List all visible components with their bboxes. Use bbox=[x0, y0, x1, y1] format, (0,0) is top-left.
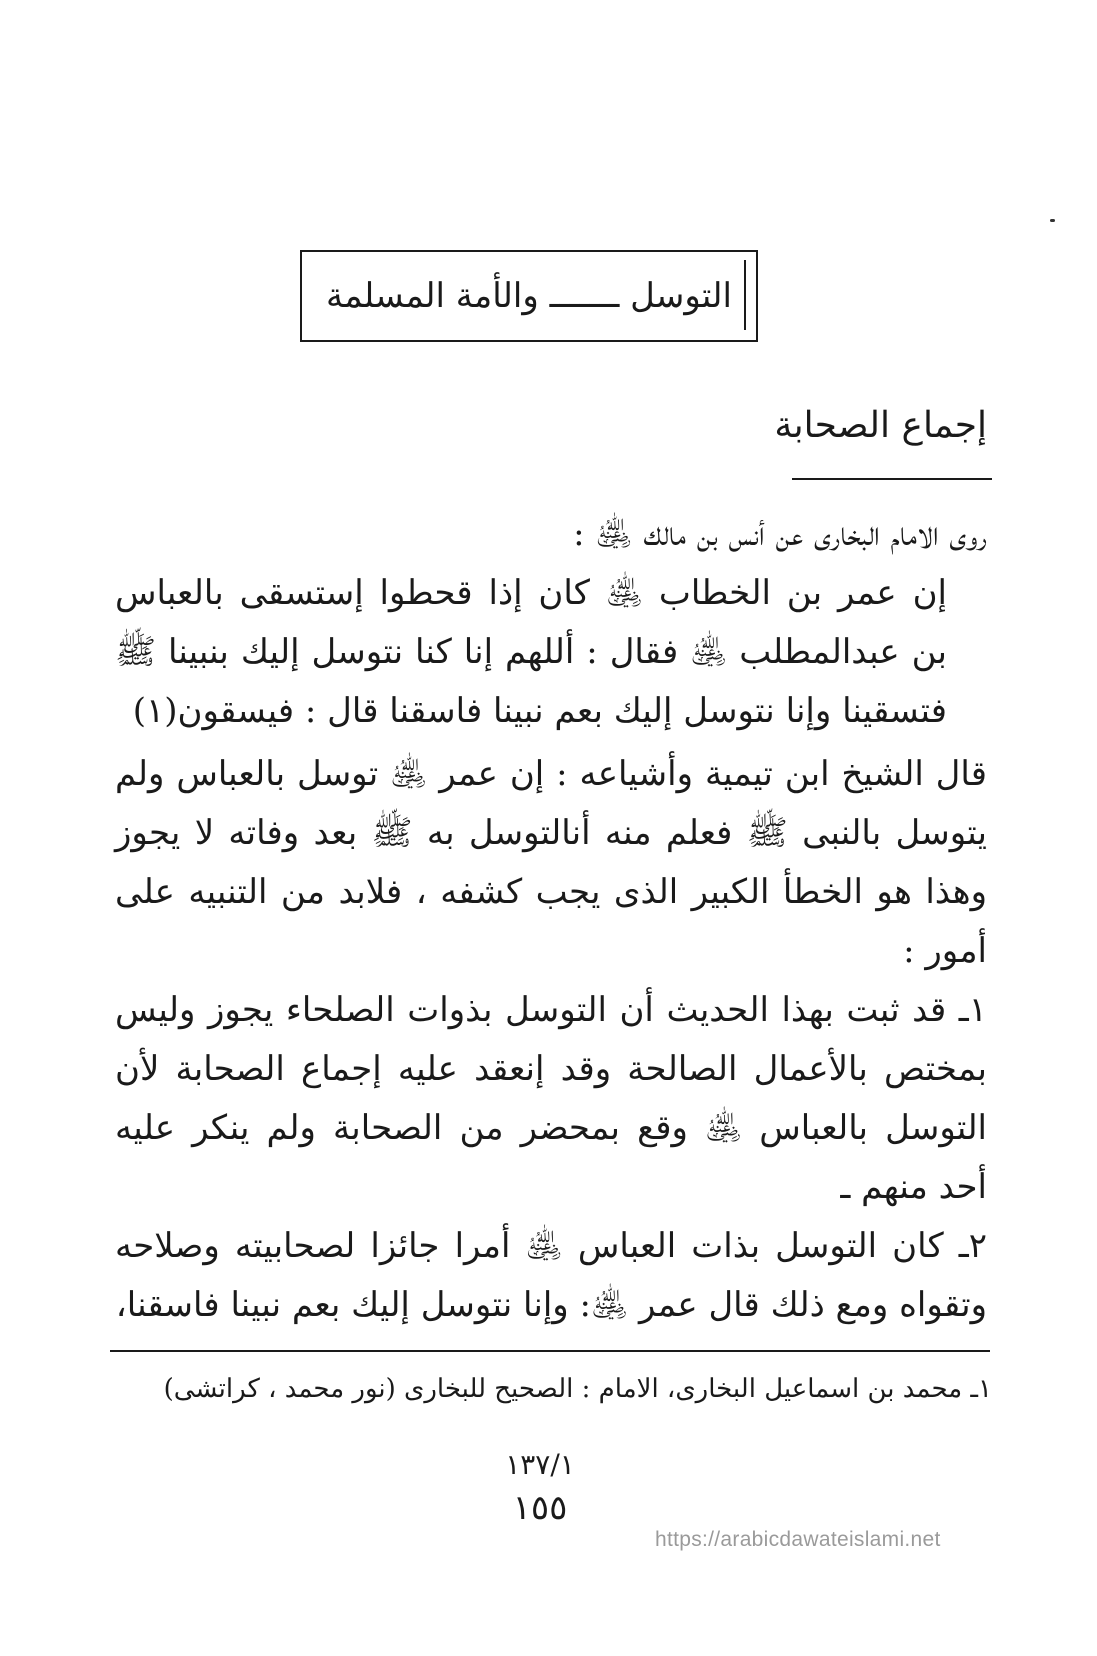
page-number: ١٥٥ bbox=[512, 1488, 568, 1528]
chapter-header-box bbox=[300, 250, 758, 342]
chapter-header-title: التوسل ـــــــ والأمة المسلمة bbox=[326, 276, 732, 316]
body-text bbox=[115, 505, 987, 1335]
body-paragraph-intro: روى الامام البخارى عن أنس بن مالك ﵁ : bbox=[573, 514, 987, 554]
footnote: ١ـ محمد بن اسماعيل البخارى، الامام : الصحيح للبخارى (نور محمد ، كراتشى) bbox=[163, 1374, 992, 1404]
footnote-separator bbox=[110, 1350, 990, 1352]
footnote-volume-reference: ١٣٧/١ bbox=[505, 1448, 575, 1481]
body-paragraph-hadith: إن عمر بن الخطاب ﵁ كان إذا قحطوا إستسقى بالعباس بن عبدالمطلب ﵁ فقال : أللهم إنا كنا نتوسل إليك بنبينا ﷺ فتسقينا وإنا نتوسل إليك بعم نبينا فاسقنا قال : فيسقون(١) bbox=[115, 573, 947, 731]
body-paragraph-point-1: ١ـ قد ثبت بهذا الحديث أن التوسل بذوات الصلحاء يجوز وليس بمختص بالأعمال الصالحة وقد إنعقد عليه إجماع الصحابة لأن التوسل بالعباس ﵁ وقع بمحضر من الصحابة ولم ينكر عليه أحد منهم ـ bbox=[115, 990, 987, 1207]
body-paragraph-ibn-taymiyya: قال الشيخ ابن تيمية وأشياعه : إن عمر ﵁ توسل بالعباس ولم يتوسل بالنبى ﷺ فعلم منه أنالتوسل به ﷺ بعد وفاته لا يجوز وهذا هو الخطأ الكبير الذى يجب كشفه ، فلابد من التنبيه على أمور : bbox=[115, 754, 987, 971]
body-paragraph-point-2: ٢ـ كان التوسل بذات العباس ﵁ أمرا جائزا لصحابيته وصلاحه وتقواه ومع ذلك قال عمر ﵁: وإنا نتوسل إليك بعم نبينا فاسقنا، bbox=[115, 1226, 987, 1325]
section-heading: إجماع الصحابة bbox=[774, 405, 987, 446]
source-watermark: https://arabicdawateislami.net bbox=[655, 1528, 941, 1551]
scan-speck bbox=[1050, 219, 1055, 222]
section-heading-underline bbox=[792, 478, 992, 480]
